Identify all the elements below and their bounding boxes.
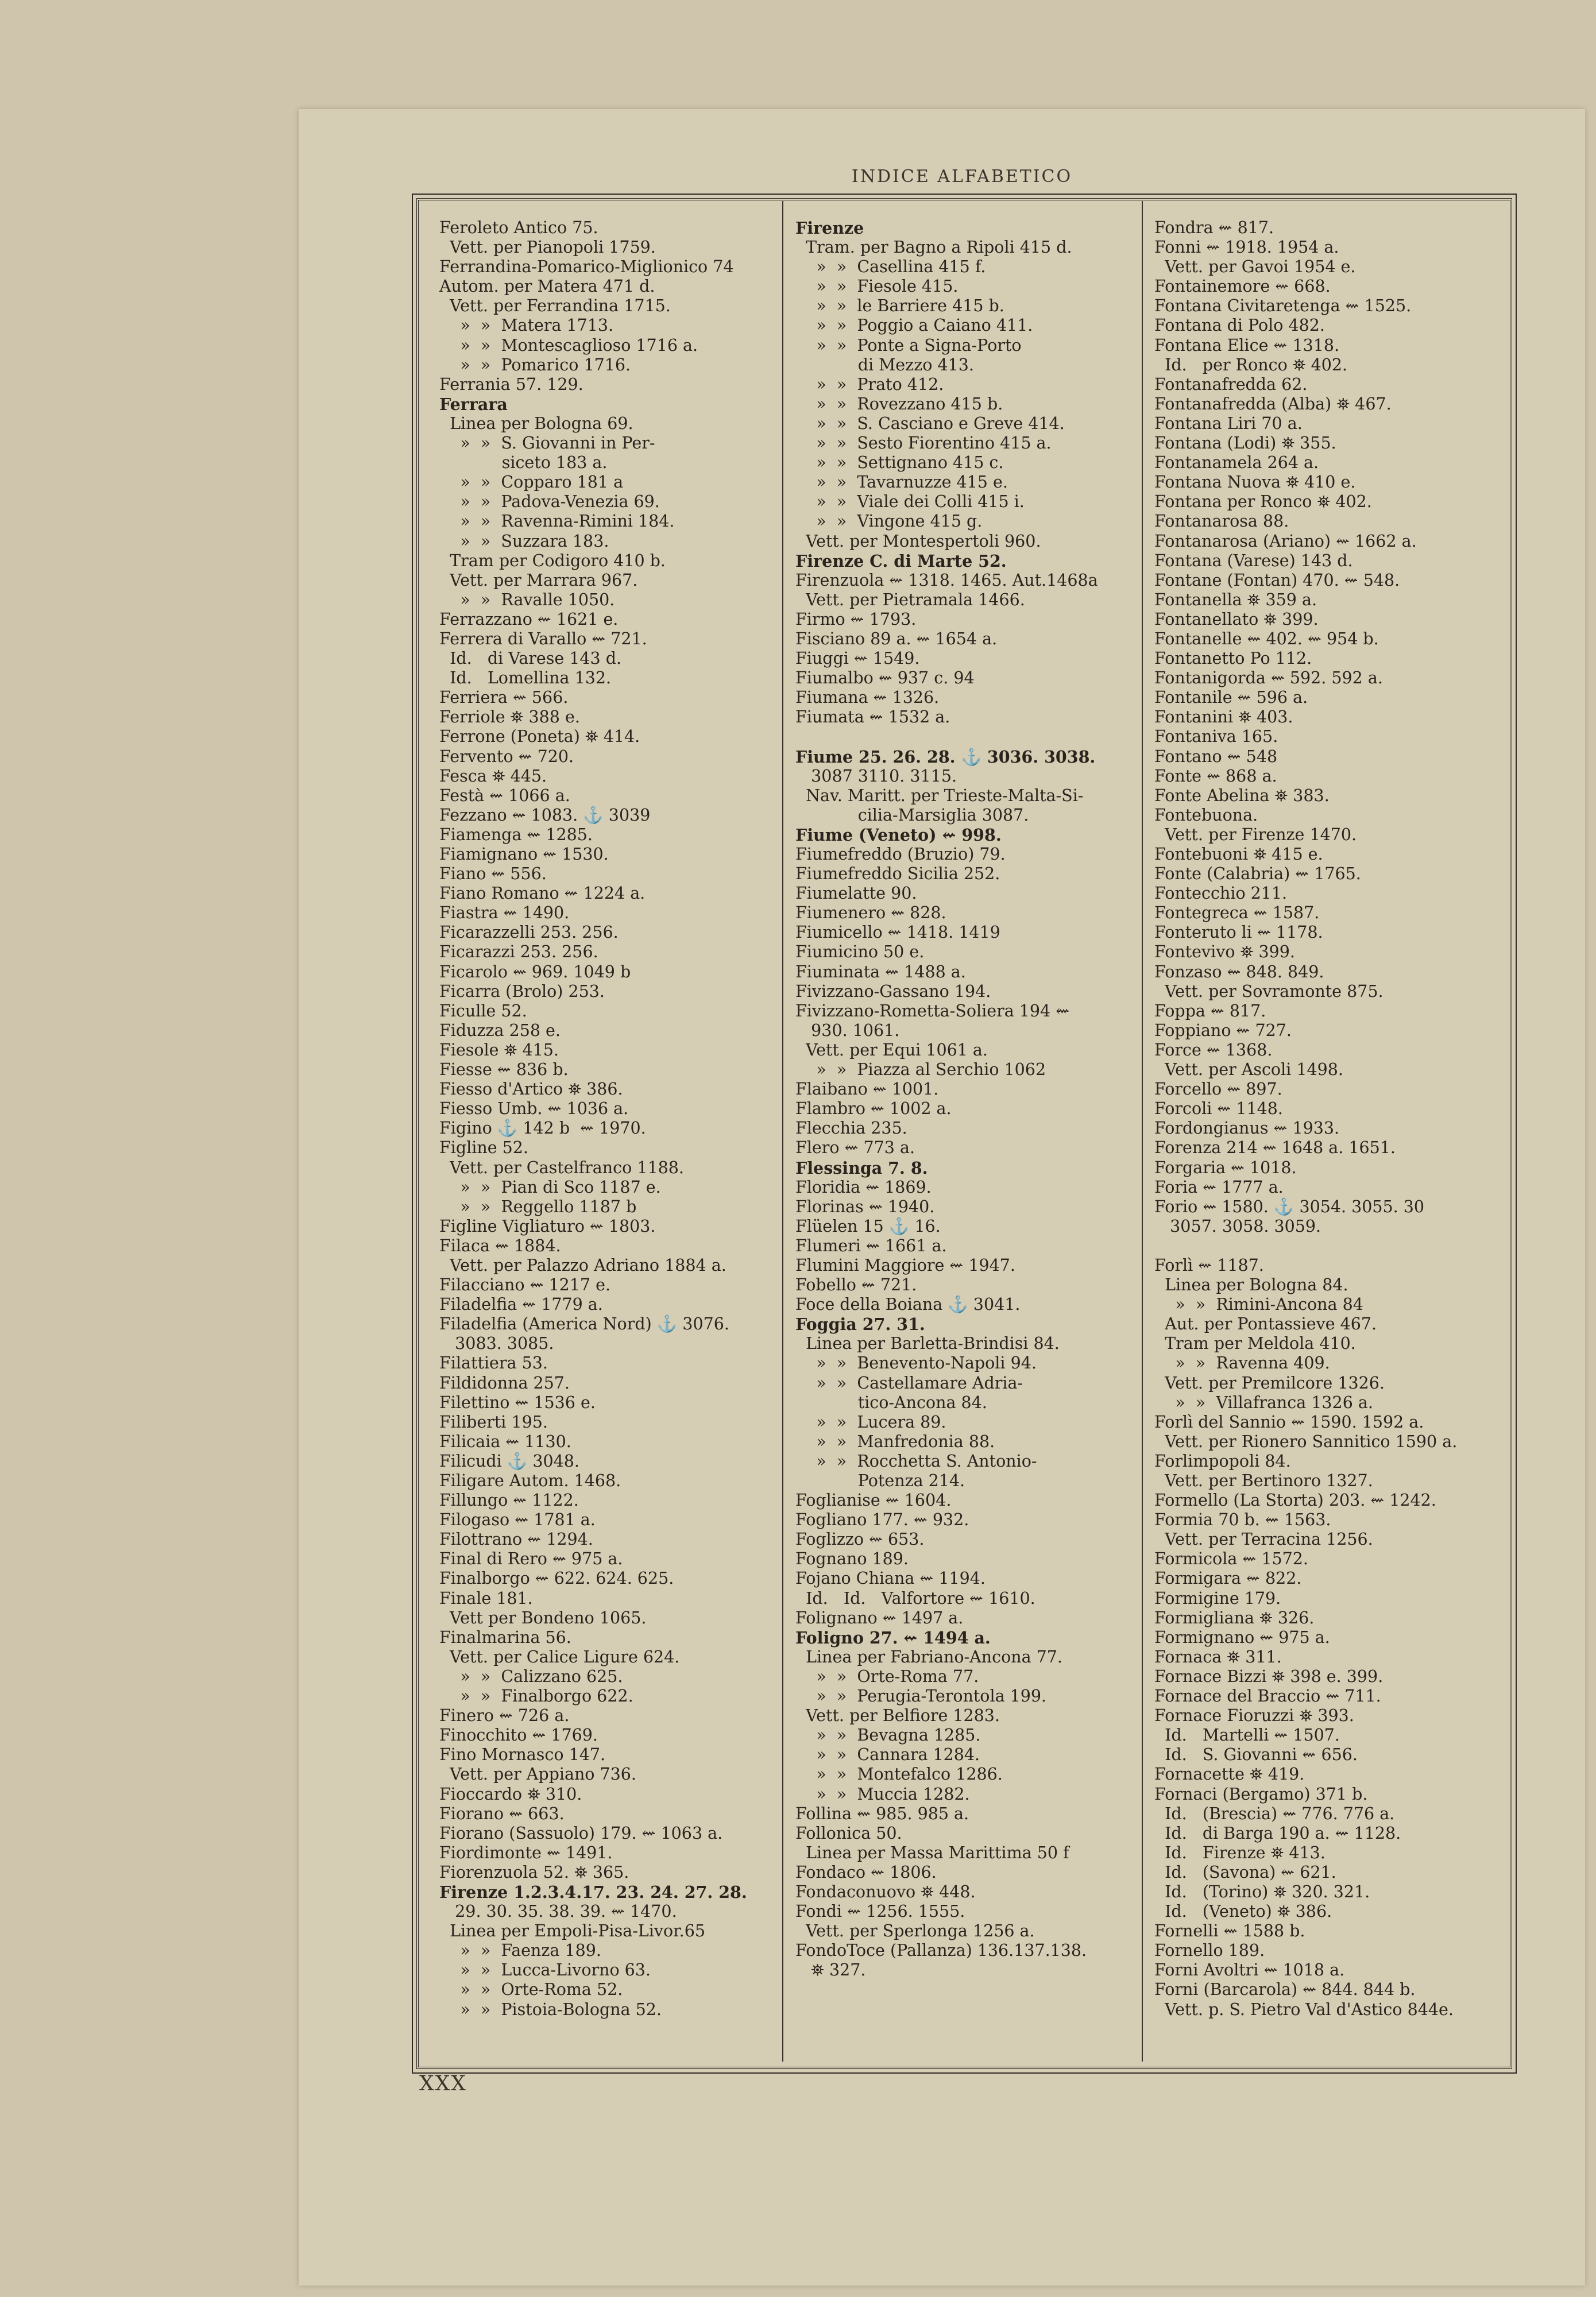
column-divider [1142, 201, 1143, 2062]
index-entry: Nav. Maritt. per Trieste-Malta-Si- [795, 786, 1084, 805]
index-entry: Formignano ⇜ 975 a. [1154, 1627, 1330, 1647]
index-entry: Foppa ⇜ 817. [1154, 1001, 1266, 1020]
index-entry: Linea per Empoli-Pisa-Livor.65 [439, 1921, 705, 1941]
index-entry: Vett. per Gavoi 1954 e. [1154, 257, 1356, 277]
index-entry: » » Muccia 1282. [795, 1784, 970, 1804]
index-entry: Festà ⇜ 1066 a. [439, 786, 570, 805]
index-entry: Flero ⇜ 773 a. [795, 1138, 915, 1158]
index-entry: Fornace Bizzi ⛯ 398 e. 399. [1154, 1666, 1384, 1686]
index-entry: » » Rocchetta S. Antonio- [795, 1451, 1037, 1471]
index-entry: Formia 70 b. ⇜ 1563. [1154, 1510, 1331, 1530]
index-entry: Fontebuona. [1154, 805, 1258, 825]
index-entry: Id. (Brescia) ⇜ 776. 776 a. [1154, 1804, 1395, 1823]
index-entry: Fontanamela 264 a. [1154, 453, 1319, 473]
index-entry: Filadelfia (America Nord) ⚓ 3076. [439, 1314, 729, 1334]
index-entry: Linea per Fabriano-Ancona 77. [795, 1647, 1062, 1666]
index-column-2 [795, 218, 1129, 1980]
page-number: XXX [419, 2072, 467, 2095]
index-entry: Vett. per Ferrandina 1715. [439, 296, 671, 316]
index-entry: Fiesso d'Artico ⛯ 386. [439, 1080, 623, 1099]
index-entry: Fontanafredda (Alba) ⛯ 467. [1154, 394, 1392, 413]
index-entry: Fornace del Braccio ⇜ 711. [1154, 1687, 1381, 1706]
index-entry: » » Tavarnuzze 415 e. [795, 473, 1008, 492]
index-entry: Vett. per Pianopoli 1759. [439, 238, 656, 257]
index-entry: » » Perugia-Terontola 199. [795, 1687, 1047, 1706]
index-entry: Fondi ⇜ 1256. 1555. [795, 1902, 965, 1921]
index-entry: Filicaia ⇜ 1130. [439, 1432, 571, 1451]
index-entry: Fornaci (Bergamo) 371 b. [1154, 1784, 1368, 1804]
index-entry: Flessinga 7. 8. [795, 1158, 928, 1178]
index-entry: 29. 30. 35. 38. 39. ⇜ 1470. [439, 1902, 677, 1921]
index-entry: » » Ponte a Signa-Porto [795, 335, 1022, 355]
index-entry: Fioccardo ⛯ 310. [439, 1784, 582, 1804]
index-entry: » » Fiesole 415. [795, 277, 959, 296]
index-entry: Id. Id. Valfortore ⇜ 1610. [795, 1588, 1035, 1608]
index-entry: Fiano Romano ⇜ 1224 a. [439, 884, 646, 903]
index-entry: Id. di Varese 143 d. [439, 649, 622, 668]
index-entry: » » Sesto Fiorentino 415 a. [795, 434, 1052, 453]
index-entry: Formigara ⇜ 822. [1154, 1569, 1302, 1588]
index-entry: Fondaconuovo ⛯ 448. [795, 1882, 976, 1901]
index-entry: Foglizzo ⇜ 653. [795, 1530, 925, 1549]
index-entry: » » Ravenna 409. [1154, 1354, 1330, 1373]
index-entry: Ferrara [439, 394, 508, 414]
index-entry: Id. per Ronco ⛯ 402. [1154, 355, 1348, 374]
index-entry: FondoToce (Pallanza) 136.137.138. [795, 1941, 1087, 1960]
index-entry: » » Piazza al Serchio 1062 [795, 1060, 1046, 1080]
index-entry: di Mezzo 413. [795, 355, 974, 374]
index-entry: » » Ravalle 1050. [439, 590, 615, 609]
index-entry: Fobello ⇜ 721. [795, 1275, 917, 1295]
index-entry: Fonzaso ⇜ 848. 849. [1154, 962, 1324, 981]
index-entry: Fontevivo ⛯ 399. [1154, 942, 1295, 962]
index-entry: ⛯ 327. [795, 1960, 866, 1980]
index-entry: » » Poggio a Caiano 411. [795, 316, 1033, 335]
index-entry: Flumeri ⇜ 1661 a. [795, 1236, 947, 1255]
index-entry: Fojano Chiana ⇜ 1194. [795, 1569, 986, 1588]
index-entry: Tram per Codigoro 410 b. [439, 551, 666, 570]
index-entry: » » Copparo 181 a [439, 473, 624, 492]
index-entry: Flaibano ⇜ 1001. [795, 1080, 939, 1099]
index-entry: Id. Lomellina 132. [439, 668, 612, 688]
index-entry: » » S. Casciano e Greve 414. [795, 413, 1065, 433]
index-entry [1154, 1236, 1493, 1256]
index-entry: Fontaniva 165. [1154, 727, 1278, 747]
index-entry: Id. di Barga 190 a. ⇜ 1128. [1154, 1823, 1401, 1843]
index-entry: Ferrania 57. 129. [439, 374, 583, 394]
index-entry: Foggia 27. 31. [795, 1314, 925, 1335]
index-entry: Linea per Massa Marittima 50 f [795, 1843, 1069, 1862]
index-entry: » » Rovezzano 415 b. [795, 394, 1003, 413]
index-entry: Tram per Meldola 410. [1154, 1334, 1356, 1354]
index-entry: Fontana Elice ⇜ 1318. [1154, 335, 1340, 355]
index-entry: Filottrano ⇜ 1294. [439, 1530, 593, 1549]
index-entry: Ficarra (Brolo) 253. [439, 981, 605, 1001]
index-entry: Fondra ⇜ 817. [1154, 218, 1274, 237]
index-entry: Fontana (Varese) 143 d. [1154, 551, 1353, 570]
index-entry: Fiumenero ⇜ 828. [795, 903, 946, 923]
index-entry: » » Rimini-Ancona 84 [1154, 1295, 1363, 1314]
index-entry: Fordongianus ⇜ 1933. [1154, 1119, 1340, 1138]
index-entry: Foppiano ⇜ 727. [1154, 1020, 1292, 1040]
index-entry: Follina ⇜ 985. 985 a. [795, 1804, 969, 1823]
index-entry: Fiorano (Sassuolo) 179. ⇜ 1063 a. [439, 1823, 723, 1843]
index-entry: Fiesole ⛯ 415. [439, 1040, 559, 1059]
index-entry: Fontana Civitaretenga ⇜ 1525. [1154, 296, 1412, 316]
index-entry: Ficarolo ⇜ 969. 1049 b [439, 962, 631, 981]
index-entry: Fontana di Polo 482. [1154, 316, 1325, 335]
index-entry: Fornaca ⛯ 311. [1154, 1647, 1282, 1666]
index-entry: Ferrandina-Pomarico-Miglionico 74 [439, 257, 734, 277]
index-entry: » » Villafranca 1326 a. [1154, 1393, 1373, 1412]
index-entry: Fontanigorda ⇜ 592. 592 a. [1154, 668, 1383, 688]
index-entry: Fiesso Umb. ⇜ 1036 a. [439, 1099, 629, 1119]
index-entry: » » Casellina 415 f. [795, 257, 986, 277]
index-entry: Fiastra ⇜ 1490. [439, 903, 570, 923]
index-entry: Fontana Nuova ⛯ 410 e. [1154, 473, 1356, 492]
index-entry: » » Vingone 415 g. [795, 512, 983, 531]
index-entry: Fontanarosa 88. [1154, 512, 1289, 531]
index-entry: Fesca ⛯ 445. [439, 766, 547, 786]
index-entry: Flecchia 235. [795, 1119, 907, 1138]
index-entry: Potenza 214. [795, 1471, 965, 1490]
index-entry: Forgaria ⇜ 1018. [1154, 1158, 1297, 1177]
index-entry: Fontana (Lodi) ⛯ 355. [1154, 434, 1336, 453]
index-entry: Ferriole ⛯ 388 e. [439, 707, 580, 727]
index-entry: Finale 181. [439, 1588, 533, 1608]
index-entry: » » Lucera 89. [795, 1412, 946, 1432]
index-entry: Filettino ⇜ 1536 e. [439, 1393, 596, 1412]
index-entry: 930. 1061. [795, 1020, 900, 1040]
index-entry: Fervento ⇜ 720. [439, 747, 574, 766]
index-entry: Fontanafredda 62. [1154, 374, 1308, 394]
index-entry: Firenze [795, 218, 864, 238]
index-entry: » » Pistoia-Bologna 52. [439, 2000, 662, 2019]
index-entry: » » Montescaglioso 1716 a. [439, 335, 698, 355]
index-entry: » » Manfredonia 88. [795, 1432, 995, 1451]
index-entry: Vett. per Bertinoro 1327. [1154, 1471, 1373, 1490]
index-entry: Vett. per Castelfranco 1188. [439, 1158, 684, 1177]
index-entry: Vett. per Sovramonte 875. [1154, 981, 1384, 1001]
index-entry: Vett. per Appiano 736. [439, 1765, 636, 1784]
index-entry: Filiberti 195. [439, 1412, 548, 1432]
index-entry: Vett. per Montespertoli 960. [795, 531, 1041, 551]
index-entry: Filacciano ⇜ 1217 e. [439, 1275, 611, 1295]
index-entry: Ferrazzano ⇜ 1621 e. [439, 609, 619, 629]
index-entry: cilia-Marsiglia 3087. [795, 805, 1029, 825]
index-entry: Vett. per Marrara 967. [439, 570, 638, 590]
index-entry: Formicola ⇜ 1572. [1154, 1549, 1308, 1569]
index-entry: Linea per Barletta-Brindisi 84. [795, 1334, 1060, 1354]
index-entry: Fondaco ⇜ 1806. [795, 1862, 937, 1882]
index-entry: Force ⇜ 1368. [1154, 1040, 1273, 1059]
index-entry: Fontanarosa (Ariano) ⇜ 1662 a. [1154, 531, 1417, 551]
index-entry: Fiesse ⇜ 836 b. [439, 1060, 569, 1080]
index-entry: » » Finalborgo 622. [439, 1687, 633, 1706]
index-entry: Foglianise ⇜ 1604. [795, 1491, 952, 1510]
index-entry: Fiumicello ⇜ 1418. 1419 [795, 923, 1000, 942]
index-entry: Fonteruto li ⇜ 1178. [1154, 923, 1323, 942]
index-entry: » » Benevento-Napoli 94. [795, 1354, 1037, 1373]
index-entry: Fontanetto Po 112. [1154, 649, 1312, 668]
index-entry: Vett. per Ascoli 1498. [1154, 1060, 1343, 1080]
index-entry: Fiorano ⇜ 663. [439, 1804, 565, 1823]
index-entry: Ferrera di Varallo ⇜ 721. [439, 629, 647, 648]
index-entry: Vett per Bondeno 1065. [439, 1608, 647, 1627]
index-entry: Id. Martelli ⇜ 1507. [1154, 1726, 1340, 1745]
index-entry: » » Settignano 415 c. [795, 453, 1004, 473]
index-entry: Fontecchio 211. [1154, 884, 1288, 903]
index-entry: Vett. per Pietramala 1466. [795, 590, 1025, 609]
index-entry: Fiume (Veneto) ⇜ 998. [795, 825, 1002, 845]
index-entry: Fontane (Fontan) 470. ⇜ 548. [1154, 570, 1400, 590]
index-entry: Firmo ⇜ 1793. [795, 609, 917, 629]
index-entry: Fontanelle ⇜ 402. ⇜ 954 b. [1154, 629, 1379, 648]
index-entry: Ferrone (Poneta) ⛯ 414. [439, 727, 640, 747]
index-entry: Forlì ⇜ 1187. [1154, 1255, 1264, 1275]
index-entry: Florinas ⇜ 1940. [795, 1197, 935, 1216]
index-entry: Ferriera ⇜ 566. [439, 688, 569, 707]
index-entry: Vett. per Equi 1061 a. [795, 1040, 988, 1059]
index-entry: Figino ⚓ 142 b ⇜ 1970. [439, 1119, 646, 1138]
index-entry: Fezzano ⇜ 1083. ⚓ 3039 [439, 805, 651, 825]
index-entry: » » Viale dei Colli 415 i. [795, 492, 1025, 512]
index-entry: » » Faenza 189. [439, 1941, 601, 1960]
index-entry: Fontainemore ⇜ 668. [1154, 277, 1331, 296]
index-entry: Forio ⇜ 1580. ⚓ 3054. 3055. 30 [1154, 1197, 1425, 1216]
index-entry: Fiume 25. 26. 28. ⚓ 3036. 3038. [795, 747, 1096, 767]
index-entry: » » le Barriere 415 b. [795, 296, 1004, 316]
index-entry: Fiorenzuola 52. ⛯ 365. [439, 1862, 629, 1882]
index-entry: Fiamignano ⇜ 1530. [439, 845, 609, 864]
index-entry: 3083. 3085. [439, 1334, 554, 1354]
index-entry: Feroleto Antico 75. [439, 218, 598, 237]
index-entry: Formello (La Storta) 203. ⇜ 1242. [1154, 1491, 1436, 1510]
index-entry: Forni (Barcarola) ⇜ 844. 844 b. [1154, 1980, 1416, 2000]
index-entry: Flambro ⇜ 1002 a. [795, 1099, 952, 1119]
index-entry: tico-Ancona 84. [795, 1393, 987, 1412]
index-entry: Fiumana ⇜ 1326. [795, 688, 940, 707]
index-entry: Formigine 179. [1154, 1588, 1281, 1608]
index-entry: » » Pian di Sco 1187 e. [439, 1177, 661, 1197]
index-entry: Vett. per Calice Ligure 624. [439, 1647, 680, 1666]
index-entry: Foligno 27. ⇜ 1494 a. [795, 1627, 991, 1648]
index-entry: Id. S. Giovanni ⇜ 656. [1154, 1745, 1358, 1765]
index-entry: siceto 183 a. [439, 453, 608, 473]
index-entry: » » Lucca-Livorno 63. [439, 1960, 651, 1980]
index-entry: Fiumefreddo Sicilia 252. [795, 864, 1000, 884]
index-entry: Firenzuola ⇜ 1318. 1465. Aut.1468a [795, 570, 1098, 590]
index-entry: Fiumelatte 90. [795, 884, 917, 903]
index-entry: Vett. p. S. Pietro Val d'Astico 844e. [1154, 2000, 1454, 2019]
index-entry: 3087 3110. 3115. [795, 766, 957, 786]
index-entry: Fonte (Calabria) ⇜ 1765. [1154, 864, 1361, 884]
index-column-1 [439, 218, 761, 2020]
index-entry: Firenze 1.2.3.4.17. 23. 24. 27. 28. [439, 1882, 747, 1902]
index-entry: Forcello ⇜ 897. [1154, 1080, 1282, 1099]
index-entry: » » Matera 1713. [439, 316, 614, 335]
index-entry: Forlì del Sannio ⇜ 1590. 1592 a. [1154, 1412, 1424, 1432]
index-entry: Finalmarina 56. [439, 1627, 571, 1647]
index-entry: Filogaso ⇜ 1781 a. [439, 1510, 596, 1530]
index-entry [795, 727, 1129, 747]
index-entry: Fogliano 177. ⇜ 932. [795, 1510, 969, 1530]
index-entry: Fonni ⇜ 1918. 1954 a. [1154, 238, 1339, 257]
index-entry: » » Orte-Roma 52. [439, 1980, 623, 2000]
index-entry: Fontebuoni ⛯ 415 e. [1154, 845, 1323, 864]
index-entry: Foce della Boiana ⚓ 3041. [795, 1295, 1021, 1314]
index-entry: Vett. per Firenze 1470. [1154, 825, 1357, 844]
index-entry: Final di Rero ⇜ 975 a. [439, 1549, 623, 1569]
index-entry: Fiumicino 50 e. [795, 942, 925, 962]
index-entry: » » Montefalco 1286. [795, 1765, 1003, 1784]
index-entry: Filigare Autom. 1468. [439, 1471, 621, 1490]
index-entry: Id. (Torino) ⛯ 320. 321. [1154, 1882, 1370, 1901]
index-entry: Flüelen 15 ⚓ 16. [795, 1216, 941, 1236]
index-entry: Vett. per Sperlonga 1256 a. [795, 1921, 1035, 1941]
index-entry: Fino Mornasco 147. [439, 1745, 606, 1765]
index-entry: Foria ⇜ 1777 a. [1154, 1177, 1284, 1197]
index-entry: » » Castellamare Adria- [795, 1373, 1023, 1393]
index-entry: Aut. per Pontassieve 467. [1154, 1314, 1377, 1334]
index-entry: Figline 52. [439, 1138, 528, 1158]
index-entry: Filattiera 53. [439, 1354, 548, 1373]
column-divider [782, 201, 783, 2062]
index-entry: Linea per Bologna 69. [439, 413, 633, 433]
index-entry: Fontana Liri 70 a. [1154, 413, 1303, 433]
index-entry: Forcoli ⇜ 1148. [1154, 1099, 1283, 1119]
index-entry: Filicudi ⚓ 3048. [439, 1451, 579, 1471]
index-entry: Flumini Maggiore ⇜ 1947. [795, 1255, 1015, 1275]
index-entry: Fontegreca ⇜ 1587. [1154, 903, 1320, 923]
index-column-3 [1154, 218, 1493, 2020]
index-entry: Ficulle 52. [439, 1001, 527, 1020]
index-entry: » » Calizzano 625. [439, 1666, 623, 1686]
index-entry: » » Reggello 1187 b [439, 1197, 637, 1216]
index-entry: Floridia ⇜ 1869. [795, 1177, 932, 1197]
index-entry: Fontanini ⛯ 403. [1154, 707, 1293, 727]
index-entry: Fontanellato ⛯ 399. [1154, 609, 1319, 629]
index-entry: Fiumefreddo (Bruzio) 79. [795, 845, 1006, 864]
index-entry: Fontano ⇜ 548 [1154, 747, 1278, 766]
index-entry: Linea per Bologna 84. [1154, 1275, 1348, 1295]
index-entry: Tram. per Bagno a Ripoli 415 d. [795, 238, 1072, 257]
index-entry: Forni Avoltri ⇜ 1018 a. [1154, 1960, 1345, 1980]
index-entry: Fontana per Ronco ⛯ 402. [1154, 492, 1372, 512]
index-entry: Fiumata ⇜ 1532 a. [795, 707, 950, 727]
index-entry: » » Pomarico 1716. [439, 355, 631, 374]
index-entry: Fontanile ⇜ 596 a. [1154, 688, 1308, 707]
index-entry: Fiuminata ⇜ 1488 a. [795, 962, 966, 981]
index-entry: » » Orte-Roma 77. [795, 1666, 979, 1686]
index-entry: Vett. per Premilcore 1326. [1154, 1373, 1385, 1393]
index-entry: Fivizzano-Gassano 194. [795, 981, 991, 1001]
index-entry: Fiano ⇜ 556. [439, 864, 547, 884]
index-entry: » » Padova-Venezia 69. [439, 492, 660, 512]
index-entry: Id. (Savona) ⇜ 621. [1154, 1862, 1336, 1882]
index-entry: Figline Vigliaturo ⇜ 1803. [439, 1216, 656, 1236]
index-entry: » » Ravenna-Rimini 184. [439, 512, 675, 531]
index-entry: Fiumalbo ⇜ 937 c. 94 [795, 668, 975, 688]
index-entry: Formigliana ⛯ 326. [1154, 1608, 1315, 1627]
index-entry: Fornace Fioruzzi ⛯ 393. [1154, 1706, 1354, 1726]
index-entry: Filaca ⇜ 1884. [439, 1236, 561, 1255]
index-entry: Vett. per Terracina 1256. [1154, 1530, 1373, 1549]
page-header: INDICE ALFABETICO [851, 167, 1073, 187]
index-entry: Filadelfia ⇜ 1779 a. [439, 1295, 603, 1314]
index-entry: Fiuggi ⇜ 1549. [795, 649, 920, 668]
index-entry: Firenze C. di Marte 52. [795, 551, 1007, 571]
index-entry: » » S. Giovanni in Per- [439, 434, 655, 453]
index-entry: Id. (Veneto) ⛯ 386. [1154, 1902, 1332, 1921]
index-entry: Fonte ⇜ 868 a. [1154, 766, 1277, 786]
index-entry: » » Bevagna 1285. [795, 1726, 981, 1745]
index-entry: Fognano 189. [795, 1549, 909, 1569]
index-entry: Fillungo ⇜ 1122. [439, 1491, 579, 1510]
index-entry: Folignano ⇜ 1497 a. [795, 1608, 964, 1627]
index-entry: Ficarazzelli 253. 256. [439, 923, 619, 942]
index-entry: » » Suzzara 183. [439, 531, 609, 551]
index-entry: Finalborgo ⇜ 622. 624. 625. [439, 1569, 674, 1588]
index-entry: Finocchito ⇜ 1769. [439, 1726, 598, 1745]
index-entry: Forlimpopoli 84. [1154, 1451, 1291, 1471]
index-entry: Fornello 189. [1154, 1941, 1265, 1960]
index-entry: Fildidonna 257. [439, 1373, 570, 1393]
index-entry: » » Cannara 1284. [795, 1745, 980, 1765]
index-entry: Vett. per Belfiore 1283. [795, 1706, 1000, 1726]
index-entry: Fiduzza 258 e. [439, 1020, 561, 1040]
index-entry: Fonte Abelina ⛯ 383. [1154, 786, 1330, 805]
index-entry: Fiamenga ⇜ 1285. [439, 825, 593, 844]
index-entry: Vett. per Rionero Sannitico 1590 a. [1154, 1432, 1458, 1451]
index-entry: Ficarazzi 253. 256. [439, 942, 598, 962]
index-entry: 3057. 3058. 3059. [1154, 1216, 1321, 1236]
index-entry: Id. Firenze ⛯ 413. [1154, 1843, 1326, 1862]
index-entry: Fivizzano-Rometta-Soliera 194 ⇜ [795, 1001, 1070, 1020]
index-entry: Fisciano 89 a. ⇜ 1654 a. [795, 629, 998, 648]
index-entry: Fornelli ⇜ 1588 b. [1154, 1921, 1305, 1941]
index-entry: » » Prato 412. [795, 374, 944, 394]
index-entry: Vett. per Palazzo Adriano 1884 a. [439, 1255, 726, 1275]
index-entry: Fiordimonte ⇜ 1491. [439, 1843, 613, 1862]
index-entry: Fornacette ⛯ 419. [1154, 1765, 1305, 1784]
index-entry: Follonica 50. [795, 1823, 902, 1843]
index-entry: Fontanella ⛯ 359 a. [1154, 590, 1317, 609]
index-entry: Autom. per Matera 471 d. [439, 277, 655, 296]
index-entry: Finero ⇜ 726 a. [439, 1706, 570, 1726]
index-entry: Forenza 214 ⇜ 1648 a. 1651. [1154, 1138, 1396, 1158]
